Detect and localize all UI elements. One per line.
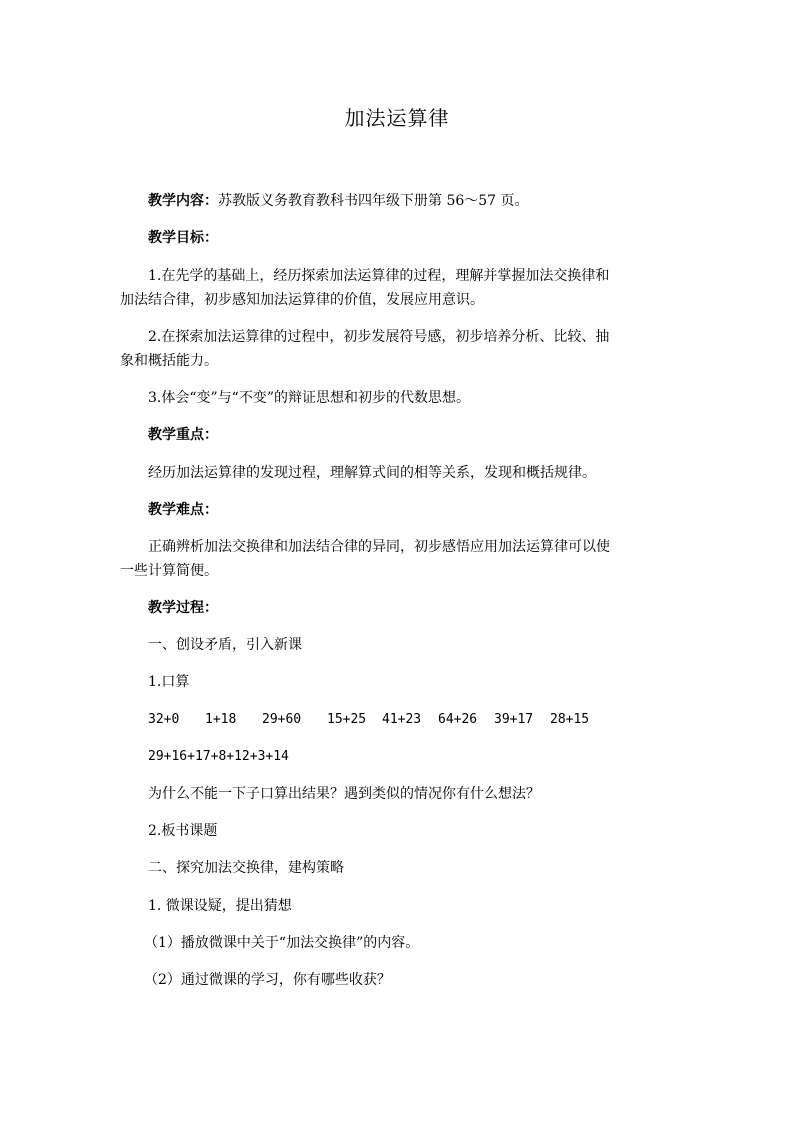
difficulties-line-2: 一些计算简便。 xyxy=(120,563,218,579)
calc-item: 39+17 xyxy=(494,712,534,727)
objective-2-line-2: 象和概括能力。 xyxy=(120,353,218,369)
objective-2-line-1: 2.在探索加法运算律的过程中，初步发展符号感，初步培养分析、比较、抽 xyxy=(148,329,610,345)
process-section-2: 二、探究加法交换律，建构策略 xyxy=(148,860,344,876)
objective-1-line-1: 1.在先学的基础上，经历探索加法运算律的过程，理解并掌握加法交换律和 xyxy=(148,268,610,284)
process-section-1: 一、创设矛盾，引入新课 xyxy=(148,637,302,653)
key-points-heading: 教学重点： xyxy=(148,427,218,443)
key-points-text: 经历加法运算律的发现过程，理解算式间的相等关系，发现和概括规律。 xyxy=(148,465,596,481)
teaching-content-label: 教学内容： xyxy=(148,193,218,209)
long-calculation: 29+16+17+8+12+3+14 xyxy=(148,749,289,764)
calc-item: 29+60 xyxy=(262,712,302,727)
calc-item: 32+0 xyxy=(148,712,180,727)
teaching-content-text: 苏教版义务教育教科书四年级下册第 56～57 页。 xyxy=(218,193,529,209)
objective-3: 3.体会“变”与“不变”的辩证思想和初步的代数思想。 xyxy=(148,390,470,406)
difficulties-heading: 教学难点： xyxy=(148,502,218,518)
calc-item: 28+15 xyxy=(550,712,590,727)
calc-item: 15+25 xyxy=(327,712,367,727)
calc-item: 41+23 xyxy=(382,712,422,727)
sub-item-1: （1）播放微课中关于“加法交换律”的内容。 xyxy=(144,935,420,951)
objective-1-line-2: 加法结合律，初步感知加法运算律的价值，发展应用意识。 xyxy=(120,292,484,308)
process-step-2: 2.板书课题 xyxy=(148,823,218,839)
process-heading: 教学过程： xyxy=(148,600,218,616)
process-step-1: 1.口算 xyxy=(148,674,190,690)
calc-item: 64+26 xyxy=(438,712,478,727)
teaching-content-line xyxy=(148,191,708,211)
objectives-heading: 教学目标： xyxy=(148,230,218,246)
question-text: 为什么不能一下子口算出结果？遇到类似的情况你有什么想法？ xyxy=(148,786,540,802)
document-title: 加法运算律 xyxy=(344,106,450,130)
difficulties-line-1: 正确辨析加法交换律和加法结合律的异同，初步感悟应用加法运算律可以使 xyxy=(148,539,610,555)
process-step-3: 1. 微课设疑，提出猜想 xyxy=(148,898,292,914)
calc-item: 1+18 xyxy=(205,712,237,727)
sub-item-2: （2）通过微课的学习，你有哪些收获？ xyxy=(144,972,391,988)
